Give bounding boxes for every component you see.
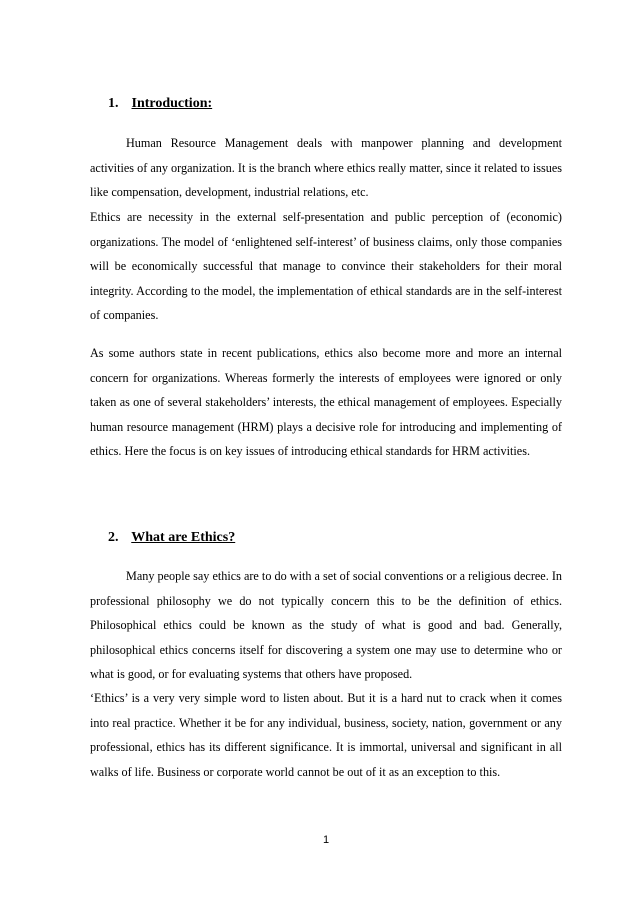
document-page [90,0,562,903]
section-heading-what-are-ethics [108,529,235,547]
paragraph: Many people say ethics are to do with a set of social conventions or a religious decree. In professional philosophy we do not typically concern this to be the definition of ethics. Philosophical ethics could be known as the study of what is good and bad. Generally, philosophical ethics concerns itself for discovering a system one may use to determine who or what is good, or for evaluating systems that others have proposed. [90,569,562,682]
paragraph: As some authors state in recent publications, ethics also become more and more an internal concern for organizations. Whereas formerly the interests of employees were ignored or only taken as one of several stakeholders’ interests, the ethical management of employees. Especially human resource management (HRM) plays a decisive role for introducing and implementing of ethics. Here the focus is on key issues of introducing ethical standards for HRM activities. [90,346,562,459]
section-number: 2. [108,530,119,545]
page-number: 1 [322,834,330,846]
section-title: What are Ethics? [131,530,236,545]
paragraph: Ethics are necessity in the external self-presentation and public perception of (economic) organizations. The model of ‘enlightened self-interest’ of business claims, only those companies will be economically successful that manage to convince their stakeholders for their moral integrity. According to the model, the implementation of ethical standards are in the self-interest of companies. [90,210,562,323]
section-heading-introduction [108,95,212,113]
paragraph: Human Resource Management deals with manpower planning and development activities of any organization. It is the branch where ethics really matter, since it related to issues like compensation, development, industrial relations, etc. [90,136,562,200]
paragraph: ‘Ethics’ is a very very simple word to listen about. But it is a hard nut to crack when it comes into real practice. Whether it be for any individual, business, society, nation, government or any professional, ethics has its different significance. It is immortal, universal and significant in all walks of life. Business or corporate world cannot be out of it as an exception to this. [90,691,562,779]
section-title: Introduction: [131,96,213,111]
section-number: 1. [108,96,119,111]
